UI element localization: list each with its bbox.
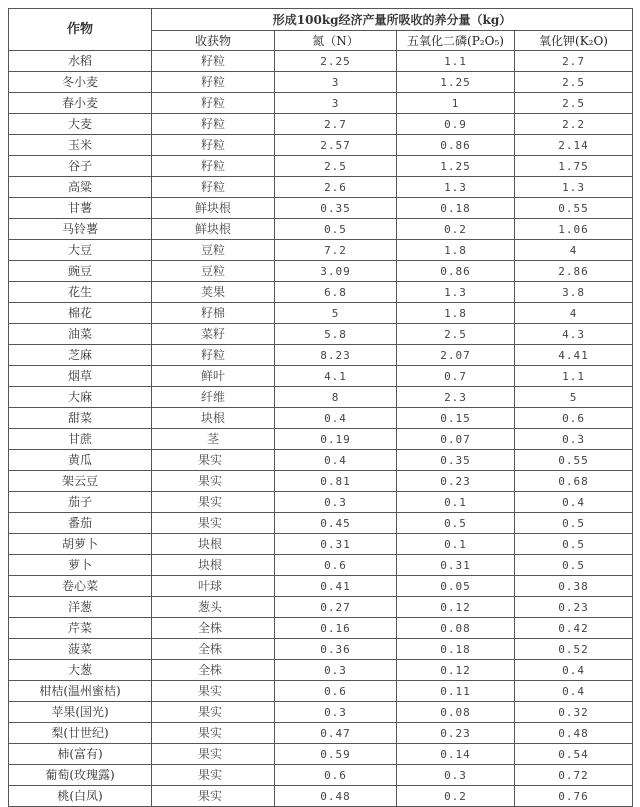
harvest-cell: 籽粒 [152, 93, 275, 114]
table-row [9, 366, 633, 387]
phosphorus-cell: 0.7 [397, 366, 515, 387]
potassium-cell: 2.86 [515, 261, 633, 282]
harvest-cell: 籽粒 [152, 177, 275, 198]
potassium-cell: 0.38 [515, 576, 633, 597]
table-row [9, 345, 633, 366]
table-row [9, 303, 633, 324]
crop-cell: 水稻 [9, 51, 152, 72]
crop-cell: 烟草 [9, 366, 152, 387]
nitrogen-cell: 2.5 [275, 156, 397, 177]
crop-cell: 棉花 [9, 303, 152, 324]
table-row [9, 51, 633, 72]
potassium-column-header: 氧化钾(K₂O) [515, 31, 633, 51]
phosphorus-cell: 2.07 [397, 345, 515, 366]
potassium-cell: 0.5 [515, 555, 633, 576]
nitrogen-cell: 2.25 [275, 51, 397, 72]
phosphorus-cell: 1 [397, 93, 515, 114]
harvest-cell: 籽棉 [152, 303, 275, 324]
potassium-cell: 4 [515, 303, 633, 324]
table-row [9, 219, 633, 240]
harvest-column-header: 收获物 [152, 31, 275, 51]
potassium-cell: 2.14 [515, 135, 633, 156]
table-row [9, 324, 633, 345]
crop-cell: 胡萝卜 [9, 534, 152, 555]
table-row [9, 114, 633, 135]
harvest-cell: 全株 [152, 618, 275, 639]
nitrogen-cell: 0.16 [275, 618, 397, 639]
phosphorus-cell: 0.05 [397, 576, 515, 597]
harvest-cell: 籽粒 [152, 156, 275, 177]
potassium-cell: 0.4 [515, 492, 633, 513]
phosphorus-cell: 0.08 [397, 702, 515, 723]
harvest-cell: 籽粒 [152, 51, 275, 72]
crop-cell: 黄瓜 [9, 450, 152, 471]
potassium-cell: 1.06 [515, 219, 633, 240]
potassium-cell: 0.32 [515, 702, 633, 723]
nitrogen-cell: 0.41 [275, 576, 397, 597]
crop-cell: 菠菜 [9, 639, 152, 660]
phosphorus-cell: 0.1 [397, 492, 515, 513]
potassium-cell: 0.48 [515, 723, 633, 744]
nitrogen-cell: 2.7 [275, 114, 397, 135]
crop-cell: 甘薯 [9, 198, 152, 219]
harvest-cell: 荚果 [152, 282, 275, 303]
table-row [9, 513, 633, 534]
harvest-cell: 葱头 [152, 597, 275, 618]
harvest-cell: 全株 [152, 660, 275, 681]
nitrogen-cell: 0.6 [275, 681, 397, 702]
phosphorus-cell: 0.1 [397, 534, 515, 555]
harvest-cell: 全株 [152, 639, 275, 660]
harvest-cell: 果实 [152, 765, 275, 786]
nitrogen-cell: 2.6 [275, 177, 397, 198]
table-row [9, 450, 633, 471]
phosphorus-cell: 0.9 [397, 114, 515, 135]
potassium-cell: 0.6 [515, 408, 633, 429]
phosphorus-cell: 0.08 [397, 618, 515, 639]
harvest-cell: 果实 [152, 744, 275, 765]
phosphorus-cell: 0.15 [397, 408, 515, 429]
nitrogen-cell: 3.09 [275, 261, 397, 282]
nitrogen-cell: 0.48 [275, 786, 397, 807]
nitrogen-cell: 0.6 [275, 765, 397, 786]
harvest-cell: 豆粒 [152, 261, 275, 282]
crop-cell: 油菜 [9, 324, 152, 345]
phosphorus-cell: 0.86 [397, 261, 515, 282]
nitrogen-cell: 8 [275, 387, 397, 408]
table-row [9, 618, 633, 639]
harvest-cell: 块根 [152, 555, 275, 576]
phosphorus-cell: 2.3 [397, 387, 515, 408]
table-row [9, 387, 633, 408]
table-row [9, 156, 633, 177]
nitrogen-cell: 0.27 [275, 597, 397, 618]
crop-cell: 甘蔗 [9, 429, 152, 450]
crop-cell: 架云豆 [9, 471, 152, 492]
table-row [9, 408, 633, 429]
harvest-cell: 籽粒 [152, 135, 275, 156]
crop-cell: 大麦 [9, 114, 152, 135]
harvest-cell: 菜籽 [152, 324, 275, 345]
nitrogen-cell: 0.4 [275, 408, 397, 429]
phosphorus-cell: 0.2 [397, 219, 515, 240]
harvest-cell: 果实 [152, 471, 275, 492]
potassium-cell: 0.76 [515, 786, 633, 807]
table-row [9, 240, 633, 261]
nitrogen-cell: 2.57 [275, 135, 397, 156]
potassium-cell: 0.23 [515, 597, 633, 618]
table-row [9, 660, 633, 681]
nitrogen-cell: 0.35 [275, 198, 397, 219]
harvest-cell: 籽粒 [152, 114, 275, 135]
phosphorus-cell: 1.25 [397, 72, 515, 93]
potassium-cell: 2.5 [515, 72, 633, 93]
nitrogen-cell: 0.36 [275, 639, 397, 660]
crop-cell: 马铃薯 [9, 219, 152, 240]
phosphorus-cell: 1.8 [397, 240, 515, 261]
potassium-cell: 4.3 [515, 324, 633, 345]
harvest-cell: 籽粒 [152, 345, 275, 366]
table-row [9, 576, 633, 597]
potassium-cell: 0.68 [515, 471, 633, 492]
potassium-cell: 2.5 [515, 93, 633, 114]
phosphorus-cell: 0.07 [397, 429, 515, 450]
harvest-cell: 籽粒 [152, 72, 275, 93]
potassium-cell: 5 [515, 387, 633, 408]
nitrogen-cell: 0.5 [275, 219, 397, 240]
harvest-cell: 鲜叶 [152, 366, 275, 387]
table-row [9, 702, 633, 723]
phosphorus-cell: 0.35 [397, 450, 515, 471]
table-row [9, 597, 633, 618]
potassium-cell: 0.4 [515, 681, 633, 702]
crop-cell: 甜菜 [9, 408, 152, 429]
crop-cell: 豌豆 [9, 261, 152, 282]
nitrogen-cell: 0.59 [275, 744, 397, 765]
crop-cell: 大葱 [9, 660, 152, 681]
phosphorus-cell: 0.2 [397, 786, 515, 807]
potassium-cell: 0.5 [515, 534, 633, 555]
table-row [9, 534, 633, 555]
nitrogen-cell: 0.19 [275, 429, 397, 450]
crop-cell: 柑桔(温州蜜桔) [9, 681, 152, 702]
phosphorus-cell: 2.5 [397, 324, 515, 345]
harvest-cell: 果实 [152, 786, 275, 807]
crop-cell: 大豆 [9, 240, 152, 261]
potassium-cell: 2.2 [515, 114, 633, 135]
potassium-cell: 0.55 [515, 198, 633, 219]
crop-cell: 春小麦 [9, 93, 152, 114]
nitrogen-column-header: 氮（N） [275, 31, 397, 51]
phosphorus-cell: 0.12 [397, 660, 515, 681]
phosphorus-cell: 0.5 [397, 513, 515, 534]
crop-cell: 萝卜 [9, 555, 152, 576]
potassium-cell: 2.7 [515, 51, 633, 72]
crop-cell: 柿(富有) [9, 744, 152, 765]
table-row [9, 198, 633, 219]
table-body [9, 51, 633, 807]
phosphorus-column-header: 五氧化二磷(P₂O₅) [397, 31, 515, 51]
phosphorus-cell: 1.1 [397, 51, 515, 72]
harvest-cell: 果实 [152, 450, 275, 471]
crop-cell: 芹菜 [9, 618, 152, 639]
nitrogen-cell: 0.6 [275, 555, 397, 576]
potassium-cell: 0.4 [515, 660, 633, 681]
crop-cell: 苹果(国光) [9, 702, 152, 723]
harvest-cell: 块根 [152, 534, 275, 555]
crop-cell: 大麻 [9, 387, 152, 408]
potassium-cell: 0.5 [515, 513, 633, 534]
nitrogen-cell: 3 [275, 93, 397, 114]
nitrogen-cell: 7.2 [275, 240, 397, 261]
harvest-cell: 叶球 [152, 576, 275, 597]
phosphorus-cell: 0.23 [397, 471, 515, 492]
table-row [9, 555, 633, 576]
harvest-cell: 块根 [152, 408, 275, 429]
phosphorus-cell: 0.31 [397, 555, 515, 576]
crop-cell: 谷子 [9, 156, 152, 177]
nitrogen-cell: 0.3 [275, 492, 397, 513]
table-row [9, 723, 633, 744]
harvest-cell: 鲜块根 [152, 219, 275, 240]
harvest-cell: 果实 [152, 513, 275, 534]
potassium-cell: 0.52 [515, 639, 633, 660]
crop-cell: 桃(白凤) [9, 786, 152, 807]
potassium-cell: 4 [515, 240, 633, 261]
potassium-cell: 0.42 [515, 618, 633, 639]
harvest-cell: 果实 [152, 723, 275, 744]
nitrogen-cell: 6.8 [275, 282, 397, 303]
potassium-cell: 3.8 [515, 282, 633, 303]
table-header [9, 9, 633, 51]
table-row [9, 177, 633, 198]
table-row [9, 282, 633, 303]
potassium-cell: 0.54 [515, 744, 633, 765]
crop-cell: 葡萄(玫瑰露) [9, 765, 152, 786]
table-row [9, 744, 633, 765]
crop-cell: 番茄 [9, 513, 152, 534]
phosphorus-cell: 1.3 [397, 282, 515, 303]
table-row [9, 93, 633, 114]
table-row [9, 471, 633, 492]
table-row [9, 492, 633, 513]
table-row [9, 765, 633, 786]
harvest-cell: 果实 [152, 492, 275, 513]
harvest-cell: 果实 [152, 702, 275, 723]
table-row [9, 786, 633, 807]
potassium-cell: 1.1 [515, 366, 633, 387]
harvest-cell: 鲜块根 [152, 198, 275, 219]
harvest-cell: 豆粒 [152, 240, 275, 261]
potassium-cell: 1.75 [515, 156, 633, 177]
crop-column-header: 作物 [9, 9, 152, 51]
table-row [9, 429, 633, 450]
phosphorus-cell: 0.18 [397, 198, 515, 219]
phosphorus-cell: 0.12 [397, 597, 515, 618]
nitrogen-cell: 8.23 [275, 345, 397, 366]
nitrogen-cell: 3 [275, 72, 397, 93]
phosphorus-cell: 0.3 [397, 765, 515, 786]
nutrient-table [8, 8, 633, 807]
table-row [9, 681, 633, 702]
crop-cell: 洋葱 [9, 597, 152, 618]
table-row [9, 639, 633, 660]
crop-cell: 玉米 [9, 135, 152, 156]
harvest-cell: 茎 [152, 429, 275, 450]
nutrient-group-header: 形成100kg经济产量所吸收的养分量（kg） [152, 9, 633, 31]
nitrogen-cell: 0.3 [275, 660, 397, 681]
potassium-cell: 4.41 [515, 345, 633, 366]
table-row [9, 261, 633, 282]
nitrogen-cell: 0.81 [275, 471, 397, 492]
potassium-cell: 0.3 [515, 429, 633, 450]
nitrogen-cell: 5 [275, 303, 397, 324]
phosphorus-cell: 1.25 [397, 156, 515, 177]
phosphorus-cell: 0.14 [397, 744, 515, 765]
phosphorus-cell: 0.11 [397, 681, 515, 702]
potassium-cell: 0.72 [515, 765, 633, 786]
potassium-cell: 0.55 [515, 450, 633, 471]
harvest-cell: 纤维 [152, 387, 275, 408]
nitrogen-cell: 0.31 [275, 534, 397, 555]
nitrogen-cell: 0.45 [275, 513, 397, 534]
phosphorus-cell: 1.3 [397, 177, 515, 198]
table-row [9, 72, 633, 93]
crop-cell: 卷心菜 [9, 576, 152, 597]
nitrogen-cell: 0.3 [275, 702, 397, 723]
phosphorus-cell: 1.8 [397, 303, 515, 324]
nitrogen-cell: 4.1 [275, 366, 397, 387]
phosphorus-cell: 0.86 [397, 135, 515, 156]
table-row [9, 135, 633, 156]
nitrogen-cell: 0.4 [275, 450, 397, 471]
nitrogen-cell: 5.8 [275, 324, 397, 345]
phosphorus-cell: 0.18 [397, 639, 515, 660]
crop-cell: 高粱 [9, 177, 152, 198]
crop-cell: 茄子 [9, 492, 152, 513]
phosphorus-cell: 0.23 [397, 723, 515, 744]
crop-cell: 冬小麦 [9, 72, 152, 93]
potassium-cell: 1.3 [515, 177, 633, 198]
harvest-cell: 果实 [152, 681, 275, 702]
nitrogen-cell: 0.47 [275, 723, 397, 744]
crop-cell: 花生 [9, 282, 152, 303]
crop-cell: 芝麻 [9, 345, 152, 366]
crop-cell: 梨(廿世纪) [9, 723, 152, 744]
